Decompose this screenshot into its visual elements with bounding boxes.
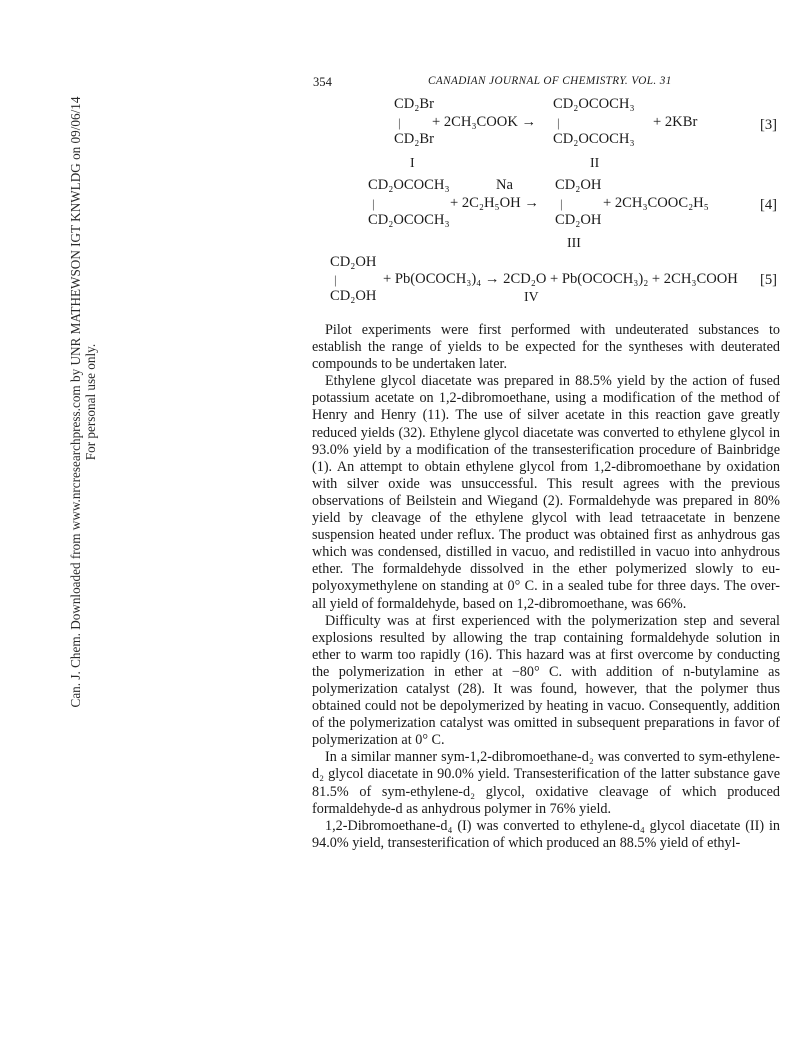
paragraph-3: Difficulty was at first experienced with the polymerization step and several explosions resulted by allowing the trap containing formaldehyde solution in ether to warm too rapidly (16). This hazard was at first overcome by conducting the polymerization in ether at −80° C. with addition of n-butylamine as polymerization catalyst (28). It was found, however, that the polymer thus obtained could not be depolymerized by heating in vacuo. Consequently, addition of the polymerization catalyst was omitted in subsequent preparations in favor of polymerization at 0° C. [312,612,780,749]
eq3-product-bottom: CD₂OCOCH₃ [553,131,635,147]
eq3-label-right: II [590,155,600,170]
watermark-line-1: Can. J. Chem. Downloaded from www.nrcresearchpress.com by UNR MATHEWSON IGT KNWLDG on 09/06/14 [68,96,83,708]
eq4-product-bond: | [560,196,563,211]
body-text [312,322,780,852]
eq5-number: [5] [760,272,778,288]
eq4-reactant-bottom: CD₂OCOCH₃ [368,212,450,228]
eq4-reactant-top: CD₂OCOCH₃ [368,177,450,193]
eq4-label: III [567,235,581,250]
paragraph-2: Ethylene glycol diacetate was prepared in 88.5% yield by the action of fused potassium acetate on 1,2-dibromoethane, using a modification of the method of Henry and Henry (11). The use of silver acetate in this reaction gave greatly reduced yields (32). Ethylene glycol diacetate was converted to ethylene glycol in 93.0% yield by a modification of the transesterification procedure of Bainbridge (1). An attempt to obtain ethylene glycol from 1,2-dibromoethane by oxidation with silver oxide was unsuccessful. This result agrees with the previous observations of Beilstein and Wiegand (2). Formaldehyde was prepared in 80% yield by cleavage of the ethylene glycol with lead tetraacetate in benzene suspension heated under reflux. The product was obtained first as anhydrous gas which was condensed, distilled in vacuo, and redistilled in vacuo into anhydrous ether. The formaldehyde dissolved in the ether polymerized slowly to eu-polyoxymethylene on standing at 0° C. in a sealed tube for three days. The over-all yield of formaldehyde, based on 1,2-dibromoethane, was 66%. [312,373,780,612]
running-title: CANADIAN JOURNAL OF CHEMISTRY. VOL. 31 [428,75,672,87]
eq4-reagent: + 2C₂H₅OH → [450,195,539,211]
eq4-bond: | [372,196,375,211]
download-watermark [68,22,112,782]
eq4-catalyst: Na [496,177,514,193]
watermark-line-2: For personal use only. [83,343,98,461]
eq3-label-left: I [410,155,415,170]
eq3-number: [3] [760,117,778,133]
eq4-number: [4] [760,197,778,213]
eq3-byproduct: + 2KBr [653,114,698,130]
eq4-product-top: CD₂OH [555,177,602,193]
eq5-reactant-top: CD₂OH [330,254,377,270]
eq3-bond: | [398,115,401,130]
eq3-product-top: CD₂OCOCH₃ [553,96,635,112]
paragraph-5: 1,2-Dibromoethane-d₄ (I) was converted to ethylene-d₄ glycol diacetate (II) in 94.0% yield, transesterification of which produced an 88.5% yield of ethyl- [312,817,780,851]
paragraph-4: In a similar manner sym-1,2-dibromoethane-d₂ was converted to sym-ethylene-d₂ glycol diacetate in 90.0% yield. Transesterification of the latter substance gave 81.5% of sym-ethylene-d₂ glycol, oxidative cleavage of which produced formaldehyde-d as anhydrous polymer in 76% yield. [312,749,780,817]
paragraph-1: Pilot experiments were first performed with undeuterated substances to establish the range of yields to be expected for the syntheses with deuterated compounds to be undertaken later. [312,322,780,373]
eq4-product-bottom: CD₂OH [555,212,602,228]
eq5-label: IV [524,289,539,304]
eq5-rest: + Pb(OCOCH₃)₄ → 2CD₂O + Pb(OCOCH₃)₂ + 2CH₃COOH [383,271,738,287]
eq3-reactant-bottom: CD₂Br [394,131,434,147]
eq5-bond: | [334,272,337,287]
eq5-reactant-bottom: CD₂OH [330,288,377,304]
eq3-reagent: + 2CH₃COOK → [432,114,537,130]
eq3-reactant-top: CD₂Br [394,96,434,112]
eq4-byproduct: + 2CH₃COOC₂H₅ [603,195,709,211]
eq3-product-bond: | [557,115,560,130]
page-number: 354 [313,75,332,89]
